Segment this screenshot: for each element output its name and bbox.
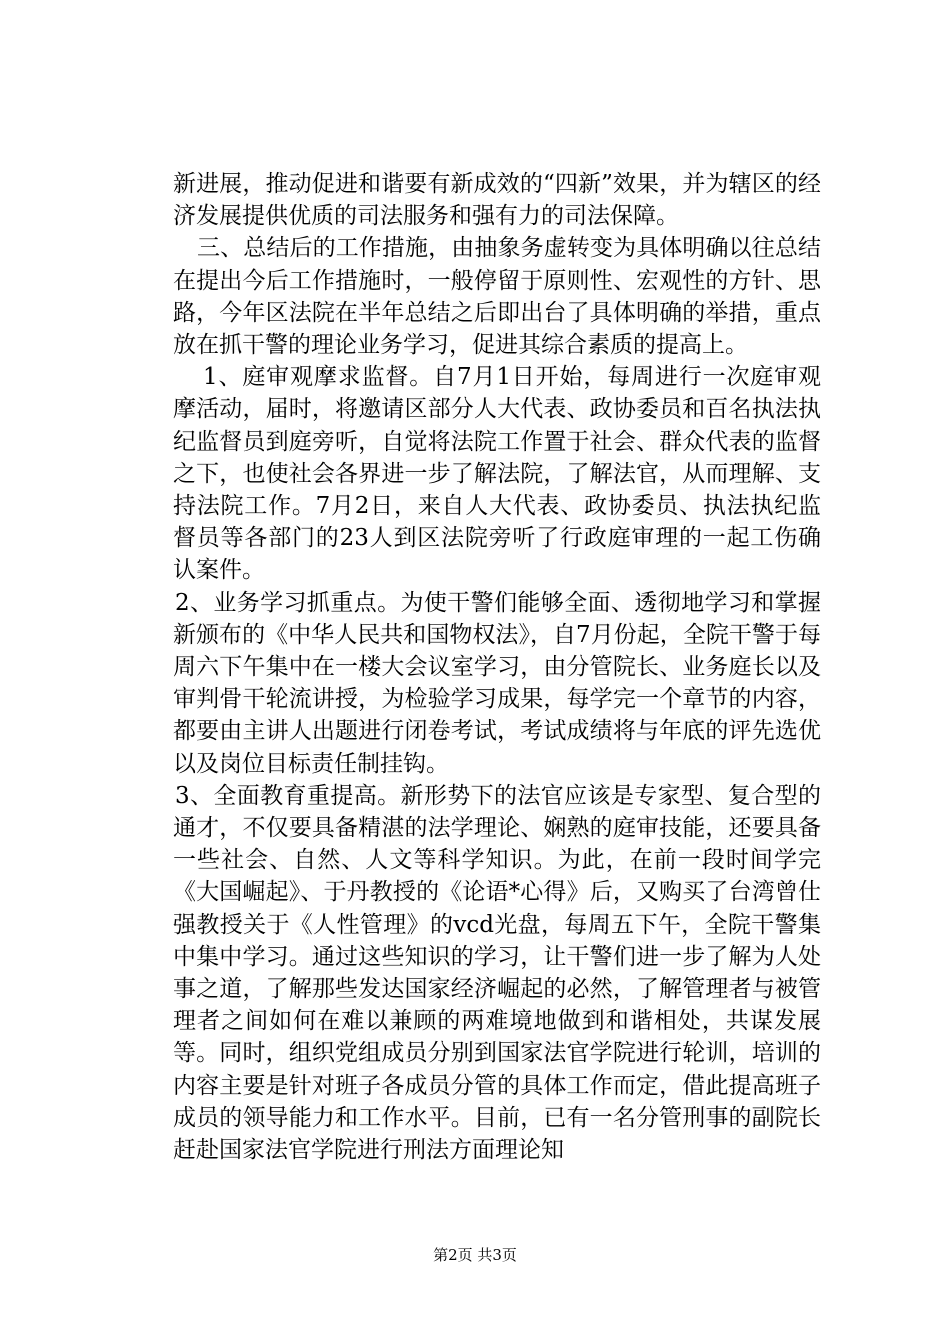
document-body: [173, 168, 821, 1166]
paragraph-item-two: 2、业务学习抓重点。为使干警们能够全面、透彻地学习和掌握新颁布的《中华人民共和国物权法》，自7月份起，全院干警于每周六下午集中在一楼大会议室学习，由分管院长、业务庭长以及审判骨干轮流讲授，为检验学习成果，每学完一个章节的内容，都要由主讲人出题进行闭卷考试，考试成绩将与年底的评先选优以及岗位目标责任制挂钩。: [173, 589, 821, 777]
paragraph-item-one: 1、庭审观摩求监督。自7月1日开始，每周进行一次庭审观摩活动，届时，将邀请区部分人大代表、政协委员和百名执法执纪监督员到庭旁听，自觉将法院工作置于社会、群众代表的监督之下，也使社会各界进一步了解法院，了解法官，从而理解、支持法院工作。7月2日，来自人大代表、政协委员、执法执纪监督员等各部门的23人到区法院旁听了行政庭审理的一起工伤确认案件。: [173, 364, 821, 584]
paragraph-section-three: 三、总结后的工作措施，由抽象务虚转变为具体明确以往总结在提出今后工作措施时，一般停留于原则性、宏观性的方针、思路，今年区法院在半年总结之后即出台了具体明确的举措，重点放在抓干警的理论业务学习，促进其综合素质的提高上。: [173, 235, 821, 359]
page-footer: 第2页 共3页: [433, 1246, 517, 1264]
paragraph-continuation: 新进展，推动促进和谐要有新成效的“四新”效果，并为辖区的经济发展提供优质的司法服务和强有力的司法保障。: [173, 171, 821, 230]
paragraph-item-three: 3、全面教育重提高。新形势下的法官应该是专家型、复合型的通才，不仅要具备精湛的法学理论、娴熟的庭审技能，还要具备一些社会、自然、人文等科学知识。为此，在前一段时间学完《大国崛起》、于丹教授的《论语*心得》后，又购买了台湾曾仕强教授关于《人性管理》的vcd光盘，每周五下午，全院干警集中集中学习。通过这些知识的学习，让干警们进一步了解为人处事之道，了解那些发达国家经济崛起的必然，了解管理者与被管理者之间如何在难以兼顾的两难境地做到和谐相处，共谋发展等。同时，组织党组成员分别到国家法官学院进行轮训，培训的内容主要是针对班子各成员分管的具体工作而定，借此提高班子成员的领导能力和工作水平。目前，已有一名分管刑事的副院长赶赴国家法官学院进行刑法方面理论知: [173, 782, 821, 1164]
